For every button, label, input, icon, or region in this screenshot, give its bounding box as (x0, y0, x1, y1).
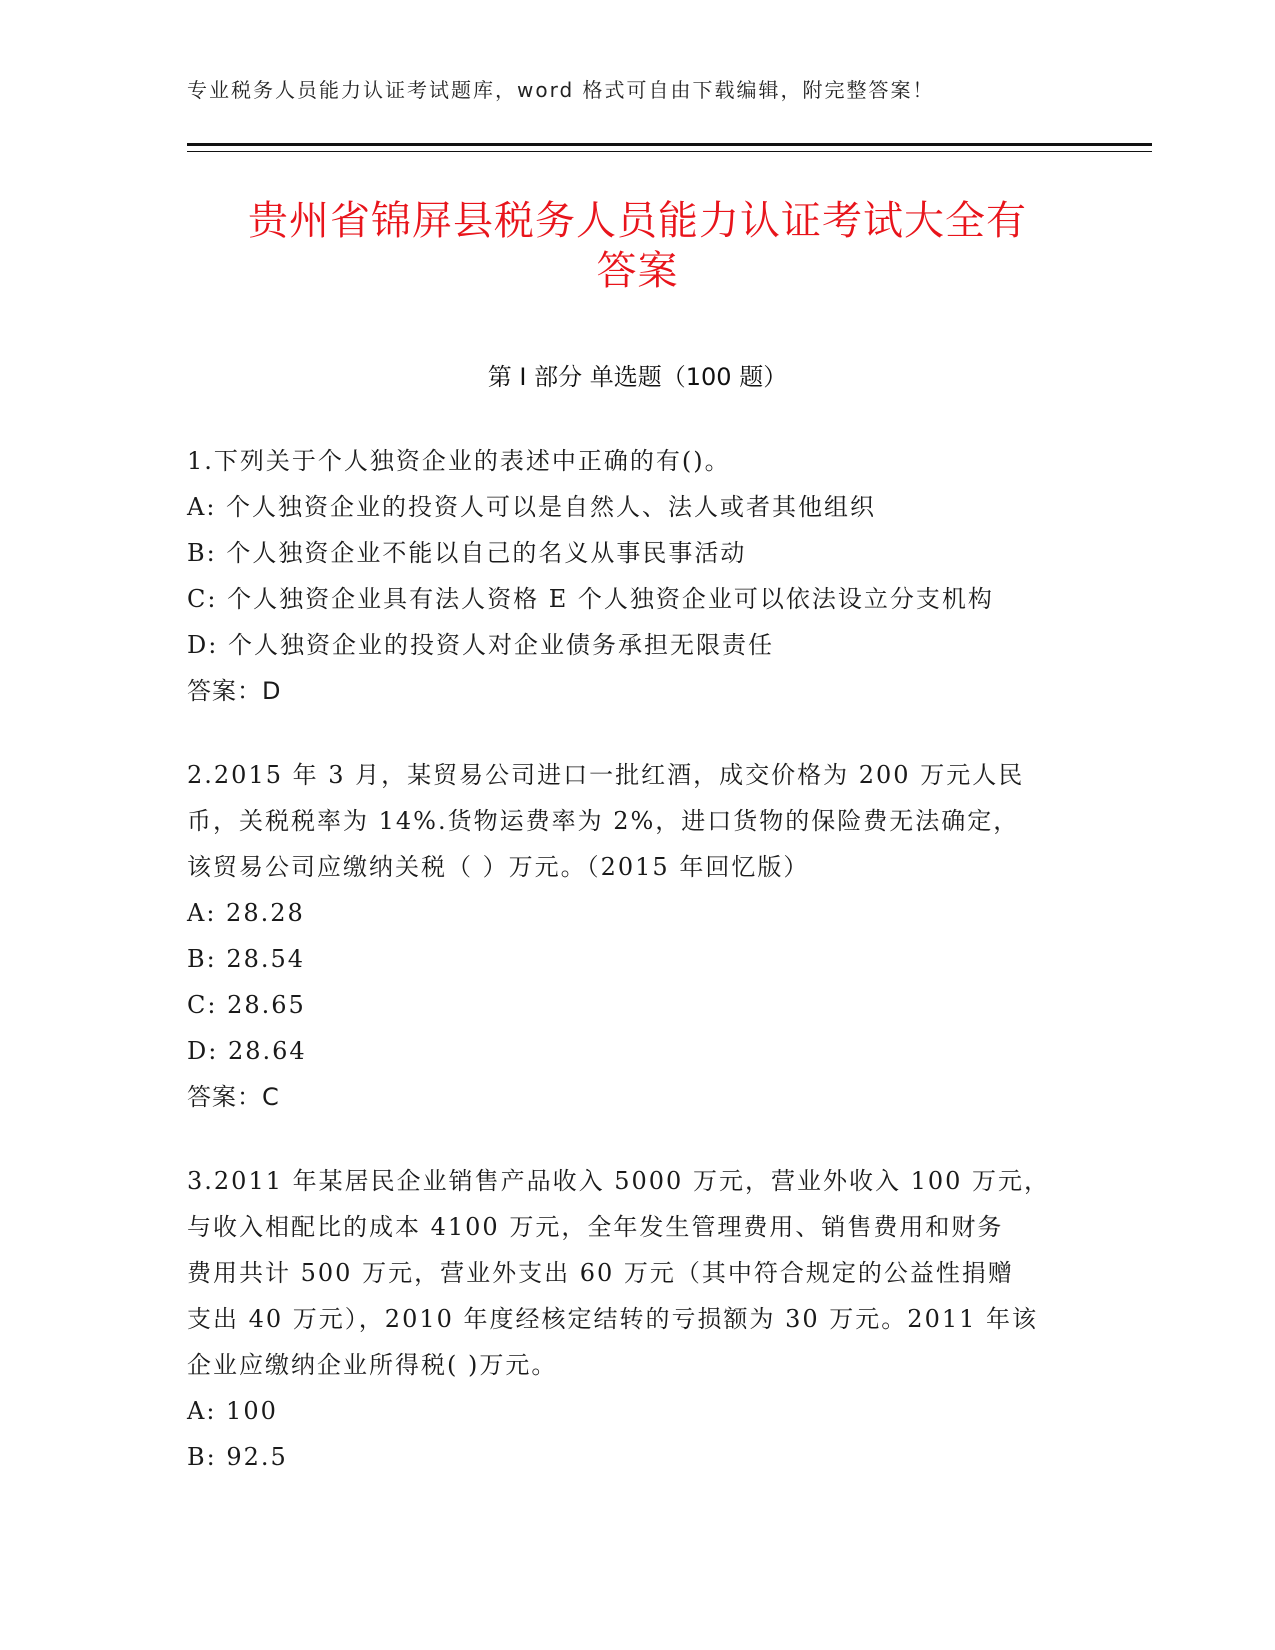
question-3 (187, 1158, 1067, 1480)
option-a: A: 个人独资企业的投资人可以是自然人、法人或者其他组织 (187, 493, 877, 521)
title-line-2: 答案 (596, 248, 679, 294)
stem-line: 1.下列关于个人独资企业的表述中正确的有()。 (187, 447, 731, 475)
option-c: C: 个人独资企业具有法人资格 E 个人独资企业可以依法设立分支机构 (187, 585, 994, 613)
question-stem (187, 752, 1067, 890)
question-list (187, 438, 1067, 1518)
title-line-1: 贵州省锦屏县税务人员能力认证考试大全有 (248, 198, 1027, 244)
option-d: D: 个人独资企业的投资人对企业债务承担无限责任 (187, 631, 774, 659)
header-rule-thick (187, 143, 1152, 146)
option-b: B: 92.5 (187, 1443, 288, 1471)
stem-line: 3.2011 年某居民企业销售产品收入 5000 万元，营业外收入 100 万元， (187, 1167, 1051, 1195)
option-b: B: 个人独资企业不能以自己的名义从事民事活动 (187, 539, 747, 567)
section-title: 第 I 部分 单选题（100 题） (487, 363, 788, 391)
answer-label: 答案：D (187, 677, 282, 705)
question-stem (187, 438, 1067, 484)
stem-line: 费用共计 500 万元，营业外支出 60 万元（其中符合规定的公益性捐赠 (187, 1259, 1014, 1287)
option-b: B: 28.54 (187, 945, 306, 973)
stem-line: 支出 40 万元），2010 年度经核定结转的亏损额为 30 万元。2011 年该 (187, 1305, 1039, 1333)
stem-line: 企业应缴纳企业所得税( )万元。 (187, 1351, 558, 1379)
header-note: 专业税务人员能力认证考试题库，word 格式可自由下载编辑，附完整答案！ (187, 78, 935, 102)
question-stem (187, 1158, 1067, 1388)
option-a: A: 28.28 (187, 899, 305, 927)
question-1 (187, 438, 1067, 714)
stem-line: 该贸易公司应缴纳关税（ ）万元。（2015 年回忆版） (187, 853, 810, 881)
option-a: A: 100 (187, 1397, 278, 1425)
stem-line: 币，关税税率为 14%.货物运费率为 2%，进口货物的保险费无法确定， (187, 807, 1020, 835)
stem-line: 与收入相配比的成本 4100 万元，全年发生管理费用、销售费用和财务 (187, 1213, 1004, 1241)
header-rule-thin (187, 151, 1152, 152)
option-d: D: 28.64 (187, 1037, 307, 1065)
answer-label: 答案：C (187, 1083, 280, 1111)
document-title (150, 196, 1125, 296)
stem-line: 2.2015 年 3 月，某贸易公司进口一批红酒，成交价格为 200 万元人民 (187, 761, 1025, 789)
question-2 (187, 752, 1067, 1120)
option-c: C: 28.65 (187, 991, 306, 1019)
